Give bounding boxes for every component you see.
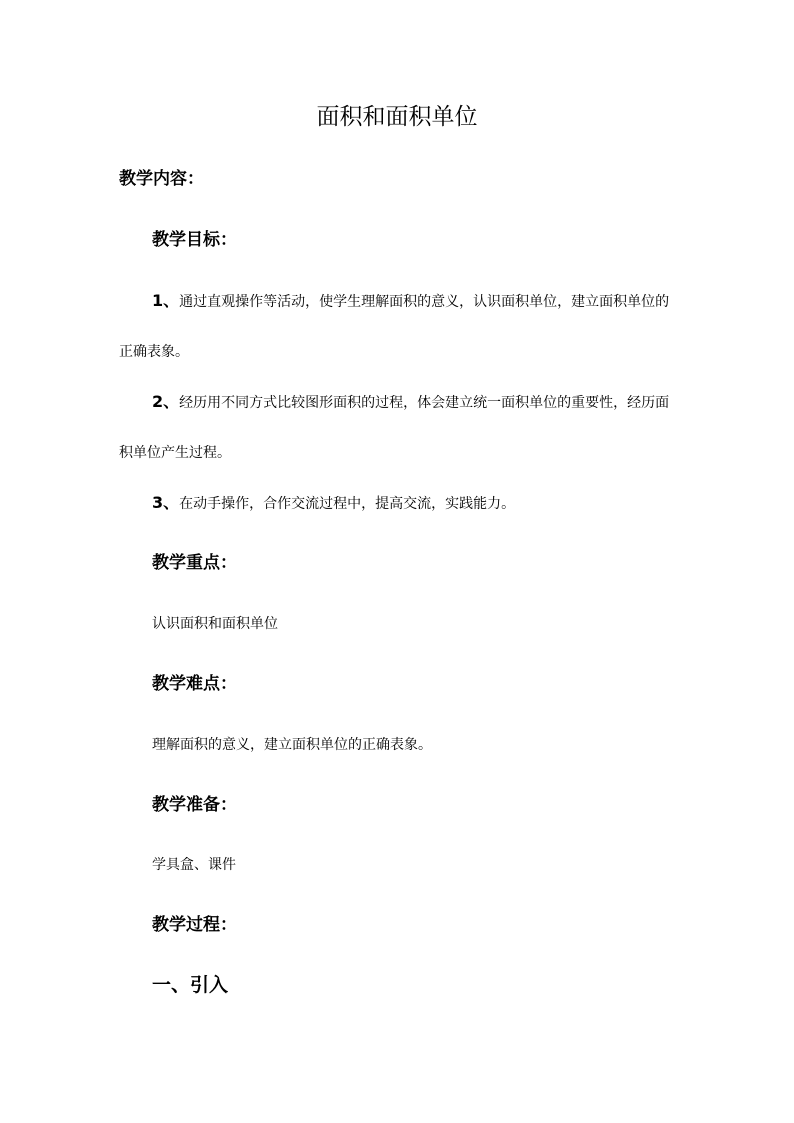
objective-item-1	[119, 276, 679, 377]
difficulties-text: 理解面积的意义，建立面积单位的正确表象。	[152, 737, 432, 753]
document-title: 面积和面积单位	[316, 104, 478, 130]
process-heading: 教学过程：	[152, 915, 237, 935]
key-points-text: 认识面积和面积单位	[152, 616, 278, 632]
objective-text: 在动手操作，合作交流过程中，提高交流，实践能力。	[179, 496, 516, 512]
key-points-heading: 教学重点：	[152, 553, 237, 573]
objective-number: 3、	[152, 493, 180, 512]
teaching-content-heading: 教学内容：	[119, 169, 204, 189]
objective-number: 1、	[152, 291, 180, 310]
difficulties-heading: 教学难点：	[152, 674, 237, 694]
objective-number: 2、	[152, 392, 180, 411]
section-introduction-heading: 一、引入	[152, 974, 229, 996]
objective-text: 通过直观操作等活动，使学生理解面积的意义，认识面积单位，建立面积单位的正确表象。	[119, 294, 670, 360]
objective-text: 经历用不同方式比较图形面积的过程，体会建立统一面积单位的重要性，经历面积单位产生过程。	[119, 395, 670, 461]
teaching-objectives-heading: 教学目标：	[152, 230, 237, 250]
objective-item-3	[119, 478, 679, 529]
preparation-heading: 教学准备：	[152, 795, 237, 815]
preparation-text: 学具盒、课件	[152, 857, 236, 873]
objective-item-2	[119, 377, 679, 478]
